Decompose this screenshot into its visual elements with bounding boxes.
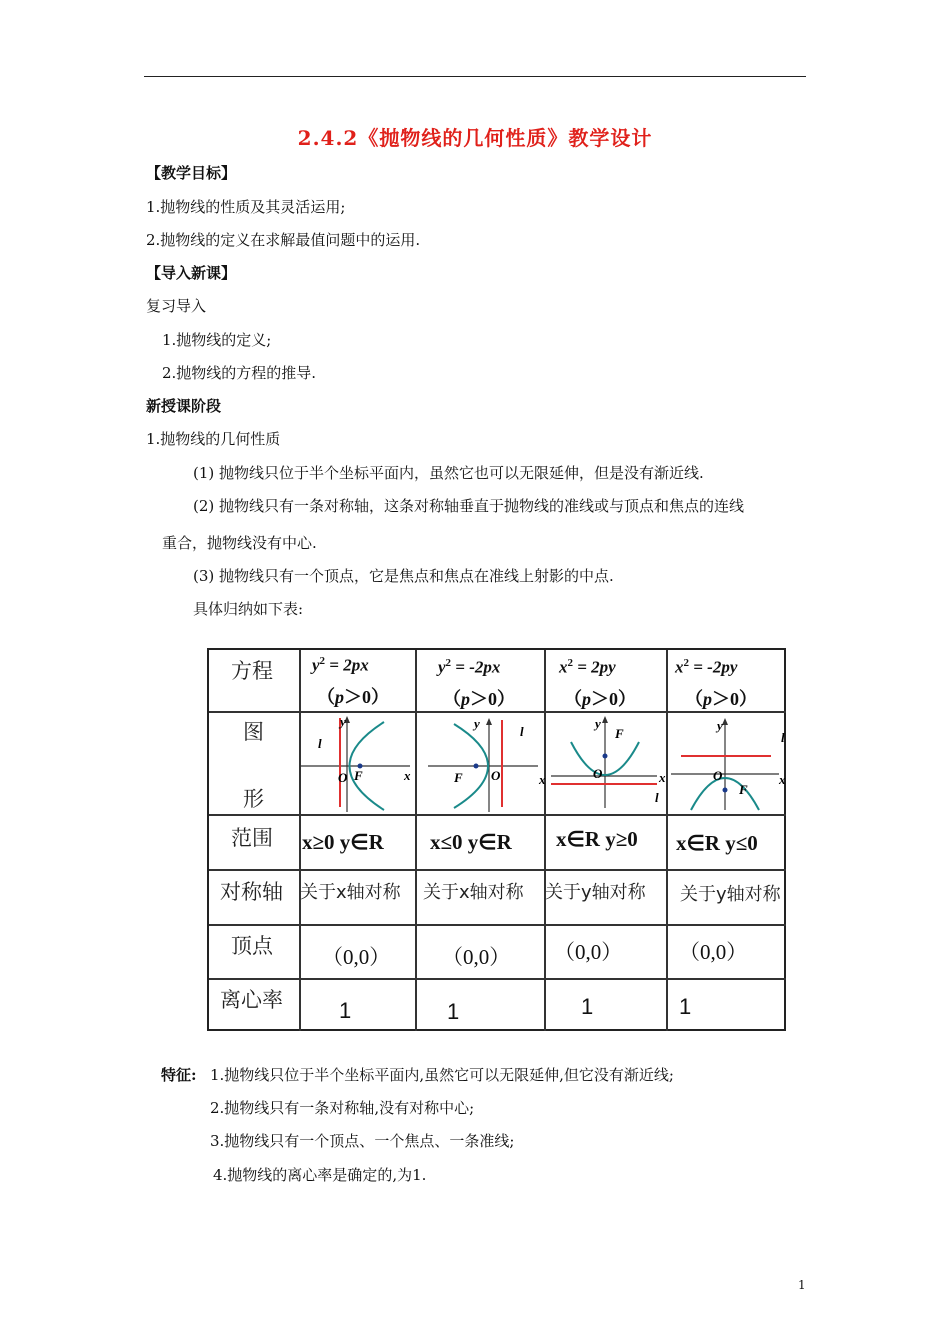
origin-label: O [338, 770, 348, 785]
eq-lhs: x [559, 657, 568, 677]
equation-col-1 [312, 655, 369, 676]
origin-label: O [593, 766, 603, 781]
focus-label: F [615, 726, 624, 741]
eq-rhs: = 2py [573, 657, 616, 677]
x-label: x [404, 768, 411, 783]
directrix-label: l [520, 724, 524, 739]
table-col-divider [666, 650, 668, 1031]
axis-col-1: 关于x轴对称 [300, 882, 401, 903]
intro-subheading: 复习导入 [146, 297, 207, 315]
goal-item: 1.抛物线的性质及其灵活运用; [146, 198, 346, 216]
cond-rest: ＞0） [344, 687, 389, 707]
axis-col-2: 关于x轴对称 [423, 882, 524, 903]
equation-col-2 [438, 657, 500, 678]
focus-label: F [739, 782, 748, 797]
page-title: 2.4.2《抛物线的几何性质》教学设计 [297, 126, 653, 150]
range-col-1: x≥0 y∈R [302, 830, 384, 854]
section-title: 1.抛物线的几何性质 [146, 430, 281, 448]
graph-col-1 [300, 712, 415, 814]
eq-lhs: y [438, 657, 446, 677]
cond-open: （ [317, 687, 335, 707]
y-label: y [717, 718, 723, 733]
range-col-2: x≤0 y∈R [430, 830, 512, 854]
condition-col-3 [564, 685, 636, 711]
row-header-equation: 方程 [231, 659, 273, 683]
y-label: y [595, 716, 601, 731]
ecc-col-2: 1 [447, 999, 460, 1024]
condition-col-1 [317, 683, 389, 709]
features-label: 特征: [161, 1066, 197, 1084]
eq-rhs: = -2px [451, 657, 501, 677]
eq-rhs: = 2px [325, 655, 369, 675]
vertex-col-2: （0,0） [442, 945, 511, 969]
focus-point [474, 764, 479, 769]
intro-item: 2.抛物线的方程的推导. [162, 364, 317, 382]
ecc-col-3: 1 [581, 994, 594, 1019]
x-label: x [779, 772, 786, 787]
table-row-divider [209, 924, 786, 926]
focus-point [603, 754, 608, 759]
x-label: x [539, 772, 546, 787]
equation-col-3 [559, 657, 616, 678]
cond-open: （ [685, 689, 703, 709]
intro-item: 1.抛物线的定义; [162, 331, 272, 349]
row-header-axis: 对称轴 [220, 880, 283, 904]
cond-open: （ [564, 689, 582, 709]
table-row-divider [209, 814, 786, 816]
directrix-label: l [655, 790, 659, 805]
y-axis-arrow [486, 718, 492, 725]
eq-rhs: = -2py [689, 657, 738, 677]
directrix-label: l [318, 736, 322, 751]
property-1: (1) 抛物线只位于半个坐标平面内，虽然它也可以无限延伸，但是没有渐近线. [193, 464, 704, 482]
range-col-4: x∈R y≤0 [676, 831, 758, 855]
cond-rest: ＞0） [470, 689, 515, 709]
y-label: y [474, 716, 480, 731]
table-col-divider [544, 650, 546, 1031]
table-row-divider [209, 869, 786, 871]
graph-col-3 [545, 712, 666, 814]
property-2: (2) 抛物线只有一条对称轴，这条对称轴垂直于抛物线的准线或与顶点和焦点的连线 [193, 497, 745, 515]
vertex-col-4: （0,0） [679, 940, 748, 964]
cond-p: p [335, 687, 344, 707]
row-header-graph-top: 图 [243, 720, 264, 744]
property-2-cont: 重合，抛物线没有中心. [162, 534, 317, 552]
cond-p: p [461, 689, 470, 709]
y-axis-arrow [602, 716, 608, 723]
eq-exp: 2 [319, 655, 326, 667]
vertex-col-1: （0,0） [322, 945, 391, 969]
axis-col-4: 关于y轴对称 [680, 884, 781, 905]
cond-rest: ＞0） [591, 689, 636, 709]
focus-point [723, 788, 728, 793]
property-3: (3) 抛物线只有一个顶点，它是焦点和焦点在准线上射影的中点. [193, 567, 614, 585]
y-axis-arrow [722, 718, 728, 725]
cond-open: （ [443, 689, 461, 709]
eq-lhs: x [675, 657, 684, 677]
new-lesson-heading: 新授课阶段 [146, 397, 222, 415]
feature-item: 3.抛物线只有一个顶点、一个焦点、一条准线; [210, 1132, 515, 1150]
graph-col-2 [416, 712, 544, 814]
feature-item: 1.抛物线只位于半个坐标平面内,虽然它可以无限延伸,但它没有渐近线; [210, 1066, 674, 1084]
axis-col-3: 关于y轴对称 [545, 882, 646, 903]
origin-label: O [491, 768, 501, 783]
goal-item: 2.抛物线的定义在求解最值问题中的运用. [146, 231, 421, 249]
row-header-vertex: 顶点 [231, 934, 273, 958]
eq-lhs: y [312, 655, 320, 675]
directrix-label: l [781, 730, 785, 745]
page-number: 1 [798, 1278, 806, 1292]
table-row-divider [209, 978, 786, 980]
x-label: x [659, 770, 666, 785]
intro-heading: 【导入新课】 [146, 264, 237, 282]
table-col-divider [299, 650, 301, 1031]
table-col-divider [415, 650, 417, 1031]
focus-label: F [354, 768, 363, 783]
range-col-3: x∈R y≥0 [556, 827, 638, 851]
vertex-col-3: （0,0） [554, 940, 623, 964]
equation-col-4 [675, 657, 737, 678]
row-header-range: 范围 [231, 826, 273, 850]
origin-label: O [713, 768, 723, 783]
row-header-eccentricity: 离心率 [220, 988, 283, 1012]
cond-p: p [703, 689, 712, 709]
cond-rest: ＞0） [712, 689, 757, 709]
y-label: y [340, 714, 346, 729]
eq-exp: 2 [567, 657, 573, 669]
condition-col-4 [685, 685, 757, 711]
summary-intro: 具体归纳如下表: [193, 600, 304, 618]
cond-p: p [582, 689, 591, 709]
goals-heading: 【教学目标】 [146, 164, 237, 182]
condition-col-2 [443, 685, 515, 711]
row-header-graph-bottom: 形 [243, 787, 264, 811]
eq-exp: 2 [445, 657, 452, 669]
top-rule [144, 76, 806, 77]
graph-col-4 [667, 712, 786, 814]
feature-item: 4.抛物线的离心率是确定的,为1. [213, 1166, 427, 1184]
ecc-col-4: 1 [679, 994, 692, 1019]
feature-item: 2.抛物线只有一条对称轴,没有对称中心; [210, 1099, 475, 1117]
focus-label: F [454, 770, 463, 785]
ecc-col-1: 1 [339, 998, 352, 1023]
properties-table [207, 648, 786, 1031]
eq-exp: 2 [683, 657, 689, 669]
